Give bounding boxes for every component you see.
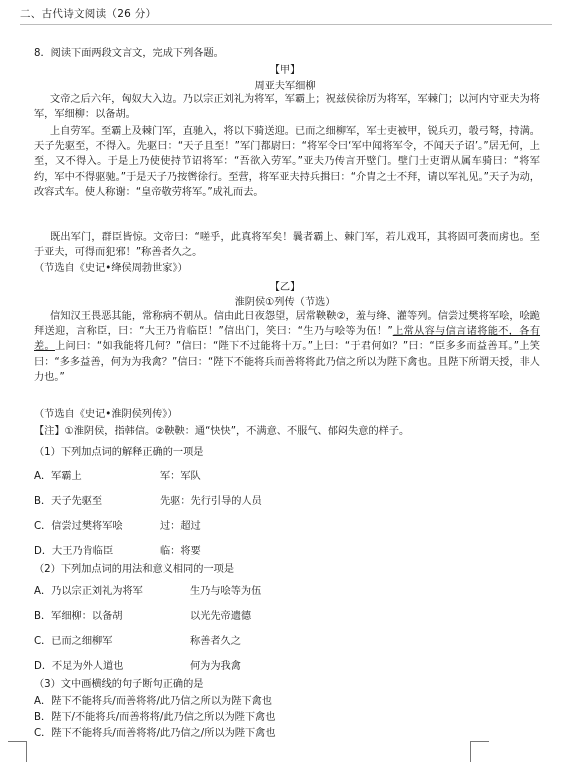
section-title: 二、古代诗文阅读（26 分） <box>20 8 157 20</box>
passage-yi-tag: 【乙】 <box>269 282 301 293</box>
passage-jia-source: （节选自《史记•绛侯周勃世家》） <box>34 263 188 274</box>
q3-option-b: B．陛下/不能将兵/而善将将/此乃信之所以为陛下禽也 <box>34 712 276 723</box>
q1-option-d-gloss: 临：将要 <box>160 546 201 557</box>
q1-option-c: C．信尝过樊将军哙 <box>34 521 123 532</box>
q1-option-b: B．天子先驱至 <box>34 496 103 507</box>
q1-stem: （1）下列加点词的解释正确的一项是 <box>34 447 204 458</box>
passage-jia-paragraph-3: 既出军门，群臣皆惊。文帝曰：“嗟乎，此真将军矣！曩者霸上、棘门军，若儿戏耳，其将固可袭而虏也。至于亚夫，可得而犯邪！”称善者久之。 <box>34 232 540 259</box>
q3-option-a: A．陛下不能将兵/而善将将/此乃信之所以为陛下禽也 <box>34 696 272 707</box>
underlined-sentence: 上常从容与信言诸将能不，各有差。 <box>34 326 541 353</box>
q1-option-a-gloss: 军：军队 <box>160 471 201 482</box>
passage-jia-paragraph-1: 文帝之后六年，匈奴大入边。乃以宗正刘礼为将军，军霸上；祝兹侯徐厉为将军，军棘门；以河内守亚夫为将军，军细柳：以备胡。 <box>34 94 540 121</box>
passage-jia-paragraph-2: 上自劳军。至霸上及棘门军，直驰入，将以下骑送迎。已而之细柳军，军士吏被甲，锐兵刃，彀弓弩，持满。天子先驱至，不得入。先驱曰：“天子且至！”军门都尉曰：“将军令曰‘军中闻将军令，不闻天子诏’。”居无何，上至，又不得入。于是上乃使使持节诏将军：“吾欲入劳军。”亚夫乃传言开壁门。壁门士吏谓从属车骑曰：“将军约，军中不得驱驰。”于是天子乃按辔徐行。至营，将军亚夫持兵揖曰：“介胄之士不拜，请以军礼见。”天子为动，改容式车。使人称谢：“皇帝敬劳将军。”成礼而去。 <box>34 126 540 198</box>
crop-mark-left <box>8 741 27 762</box>
question-8-prompt: 8．阅读下面两段文言文，完成下列各题。 <box>34 48 224 59</box>
q1-option-a: A．军霸上 <box>34 471 82 482</box>
q2-option-a-compare: 生乃与哙等为伍 <box>190 586 262 597</box>
q2-option-b-compare: 以光先帝遗德 <box>190 611 252 622</box>
q2-option-b: B．军细柳：以备胡 <box>34 611 123 622</box>
passage-jia-title: 周亚夫军细柳 <box>254 81 316 92</box>
annotation-note: 【注】①淮阴侯，指韩信。②鞅鞅：通“快快”，不满意、不服气、郁闷失意的样子。 <box>34 426 410 437</box>
q1-option-c-gloss: 过：超过 <box>160 521 201 532</box>
q1-option-d: D．大王乃肯临臣 <box>34 546 114 557</box>
passage-yi-source: （节选自《史记•淮阴侯列传》） <box>34 409 178 420</box>
passage-jia-tag: 【甲】 <box>269 65 301 76</box>
passage-yi-paragraph: 信知汉王畏恶其能，常称病不朝从。信由此日夜怨望，居常鞅鞅②，羞与绛、灌等列。信尝过樊将军哙，哙跪拜送迎，言称臣，曰：“大王乃肯临臣！”信出门，笑曰：“生乃与哙等为伍！”上常从容与信言诸将能不，各有差。上问曰：“如我能将几何？”信曰：“陛下不过能将十万。”上曰：“于君何如？”曰：“臣多多而益善耳。”上笑曰：“多多益善，何为为我禽？”信曰：“陛下不能将兵而善将将此乃信之所以为陛下禽也。且陛下所谓天授，非人力也。” <box>34 311 541 383</box>
q2-option-d: D．不足为外人道也 <box>34 661 124 672</box>
q1-option-b-gloss: 先驱：先行引导的人员 <box>160 496 262 507</box>
crop-mark-right <box>470 741 489 762</box>
q2-option-a: A．乃以宗正刘礼为将军 <box>34 586 143 597</box>
header-divider <box>20 24 552 25</box>
q2-stem: （2）下列加点词的用法和意义相同的一项是 <box>34 564 235 575</box>
q2-option-c: C．已而之细柳军 <box>34 636 113 647</box>
q3-option-c: C．陛下不能将兵/而善将将/此乃信之/所以为陛下禽也 <box>34 728 276 739</box>
passage-yi-title: 淮阴侯①列传（节选） <box>234 297 336 308</box>
q3-stem: （3）文中画横线的句子断句正确的是 <box>34 679 204 690</box>
q2-option-d-compare: 何为为我禽 <box>190 661 241 672</box>
q2-option-c-compare: 称善者久之 <box>190 636 241 647</box>
